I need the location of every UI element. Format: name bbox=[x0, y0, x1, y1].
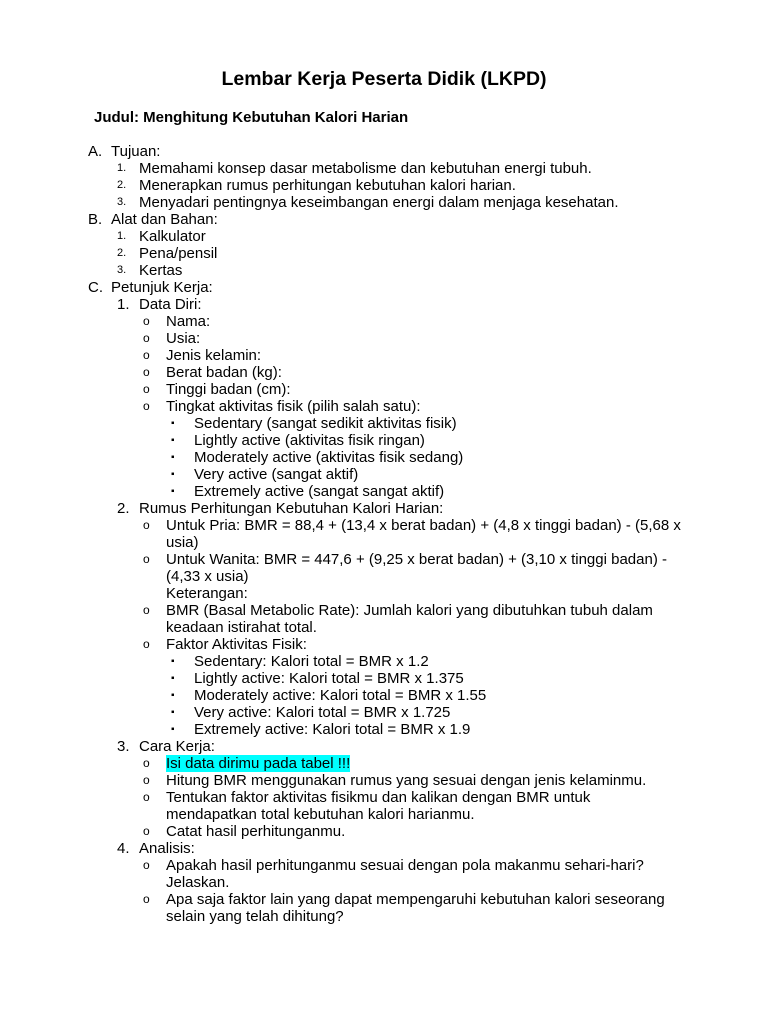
list-marker: o bbox=[143, 756, 150, 770]
list-marker: ▪ bbox=[171, 690, 175, 701]
list-marker: ▪ bbox=[171, 724, 175, 735]
bullet-item bbox=[0, 330, 768, 347]
item-text: Petunjuk Kerja: bbox=[111, 279, 213, 296]
list-marker: 4. bbox=[117, 840, 130, 857]
item-text: Kertas bbox=[139, 262, 183, 279]
item-text: Moderately active (aktivitas fisik sedang) bbox=[194, 449, 464, 466]
list-marker: o bbox=[143, 365, 150, 379]
bullet-item bbox=[0, 313, 768, 330]
list-marker: o bbox=[143, 382, 150, 396]
list-marker: ▪ bbox=[171, 486, 175, 497]
item-text: Apakah hasil perhitunganmu sesuai dengan pola makanmu sehari-hari? Jelaskan. bbox=[166, 857, 644, 891]
list-marker: o bbox=[143, 518, 150, 532]
sub-bullet-item bbox=[0, 670, 768, 687]
document-subtitle: Judul: Menghitung Kebutuhan Kalori Harian bbox=[94, 109, 409, 126]
item-text: Memahami konsep dasar metabolisme dan kebutuhan energi tubuh. bbox=[139, 160, 592, 177]
item-text: Sedentary: Kalori total = BMR x 1.2 bbox=[194, 653, 429, 670]
list-marker: 2. bbox=[117, 500, 130, 517]
list-marker: 2. bbox=[117, 179, 127, 191]
item-text: Tentukan faktor aktivitas fisikmu dan kalikan dengan BMR untuk mendapatkan total kebutuhan kalori harianmu. bbox=[166, 789, 591, 823]
bullet-item bbox=[0, 823, 768, 840]
list-marker: ▪ bbox=[171, 452, 175, 463]
numbered-item bbox=[0, 194, 768, 211]
list-marker: B. bbox=[88, 211, 103, 228]
list-marker: 1. bbox=[117, 230, 127, 242]
step-heading bbox=[0, 840, 768, 857]
item-text: Moderately active: Kalori total = BMR x 1.55 bbox=[194, 687, 487, 704]
list-marker: 3. bbox=[117, 264, 127, 276]
item-text: Tujuan: bbox=[111, 143, 161, 160]
numbered-item bbox=[0, 177, 768, 194]
item-text: Pena/pensil bbox=[139, 245, 218, 262]
numbered-item bbox=[0, 228, 768, 245]
bullet-item bbox=[0, 755, 768, 772]
bullet-item bbox=[0, 364, 768, 381]
item-text: Faktor Aktivitas Fisik: bbox=[166, 636, 307, 653]
item-text: Extremely active: Kalori total = BMR x 1.9 bbox=[194, 721, 471, 738]
item-text: Very active: Kalori total = BMR x 1.725 bbox=[194, 704, 451, 721]
item-text: Cara Kerja: bbox=[139, 738, 215, 755]
bullet-item bbox=[0, 891, 768, 925]
item-text: Lightly active (aktivitas fisik ringan) bbox=[194, 432, 425, 449]
list-marker: o bbox=[143, 858, 150, 872]
bullet-item bbox=[0, 347, 768, 364]
numbered-item bbox=[0, 245, 768, 262]
sub-bullet-item bbox=[0, 687, 768, 704]
list-marker: A. bbox=[88, 143, 103, 160]
sub-bullet-item bbox=[0, 483, 768, 500]
item-text: Menerapkan rumus perhitungan kebutuhan kalori harian. bbox=[139, 177, 516, 194]
list-marker: C. bbox=[88, 279, 103, 296]
list-marker: 2. bbox=[117, 247, 127, 259]
worksheet-content bbox=[0, 143, 768, 925]
item-text: Hitung BMR menggunakan rumus yang sesuai dengan jenis kelaminmu. bbox=[166, 772, 647, 789]
list-marker: 3. bbox=[117, 738, 130, 755]
item-text: Keterangan: bbox=[166, 585, 248, 602]
item-text: Nama: bbox=[166, 313, 211, 330]
list-marker: o bbox=[143, 399, 150, 413]
sub-bullet-item bbox=[0, 415, 768, 432]
list-marker: o bbox=[143, 603, 150, 617]
page-title: Lembar Kerja Peserta Didik (LKPD) bbox=[221, 68, 547, 90]
bullet-item bbox=[0, 857, 768, 891]
item-text: Berat badan (kg): bbox=[166, 364, 282, 381]
list-marker: o bbox=[143, 552, 150, 566]
note-line bbox=[0, 585, 768, 602]
list-marker: ▪ bbox=[171, 435, 175, 446]
step-heading bbox=[0, 296, 768, 313]
bullet-item bbox=[0, 602, 768, 636]
numbered-item bbox=[0, 262, 768, 279]
sub-bullet-item bbox=[0, 653, 768, 670]
list-marker: 1. bbox=[117, 162, 127, 174]
item-text: Tingkat aktivitas fisik (pilih salah satu): bbox=[166, 398, 421, 415]
list-marker: o bbox=[143, 773, 150, 787]
bullet-item bbox=[0, 398, 768, 415]
item-text: BMR (Basal Metabolic Rate): Jumlah kalori yang dibutuhkan tubuh dalam keadaan istirahat total. bbox=[166, 602, 653, 636]
item-text: Isi data dirimu pada tabel !!! bbox=[166, 755, 351, 772]
sub-bullet-item bbox=[0, 449, 768, 466]
item-text: Alat dan Bahan: bbox=[111, 211, 218, 228]
item-text: Untuk Pria: BMR = 88,4 + (13,4 x berat badan) + (4,8 x tinggi badan) - (5,68 x usia) bbox=[166, 517, 681, 551]
list-marker: ▪ bbox=[171, 707, 175, 718]
section-heading bbox=[0, 211, 768, 228]
list-marker: o bbox=[143, 314, 150, 328]
bullet-item bbox=[0, 517, 768, 551]
item-text: Rumus Perhitungan Kebutuhan Kalori Harian: bbox=[139, 500, 444, 517]
item-text: Jenis kelamin: bbox=[166, 347, 262, 364]
numbered-item bbox=[0, 160, 768, 177]
section-heading bbox=[0, 279, 768, 296]
sub-bullet-item bbox=[0, 704, 768, 721]
item-text: Data Diri: bbox=[139, 296, 202, 313]
list-marker: ▪ bbox=[171, 469, 175, 480]
item-text: Lightly active: Kalori total = BMR x 1.375 bbox=[194, 670, 464, 687]
list-marker: o bbox=[143, 892, 150, 906]
item-text: Very active (sangat aktif) bbox=[194, 466, 359, 483]
bullet-item bbox=[0, 789, 768, 823]
item-text: Catat hasil perhitunganmu. bbox=[166, 823, 346, 840]
bullet-item bbox=[0, 381, 768, 398]
step-heading bbox=[0, 738, 768, 755]
item-text: Sedentary (sangat sedikit aktivitas fisik) bbox=[194, 415, 457, 432]
section-heading bbox=[0, 143, 768, 160]
item-text: Menyadari pentingnya keseimbangan energi dalam menjaga kesehatan. bbox=[139, 194, 619, 211]
list-marker: o bbox=[143, 348, 150, 362]
bullet-item bbox=[0, 636, 768, 653]
bullet-item bbox=[0, 551, 768, 585]
step-heading bbox=[0, 500, 768, 517]
list-marker: o bbox=[143, 824, 150, 838]
list-marker: 3. bbox=[117, 196, 127, 208]
list-marker: ▪ bbox=[171, 673, 175, 684]
item-text: Apa saja faktor lain yang dapat mempengaruhi kebutuhan kalori seseorang selain yang telah dihitung? bbox=[166, 891, 665, 925]
item-text: Kalkulator bbox=[139, 228, 206, 245]
sub-bullet-item bbox=[0, 466, 768, 483]
sub-bullet-item bbox=[0, 432, 768, 449]
list-marker: ▪ bbox=[171, 418, 175, 429]
item-text: Tinggi badan (cm): bbox=[166, 381, 291, 398]
item-text: Extremely active (sangat sangat aktif) bbox=[194, 483, 445, 500]
item-text: Analisis: bbox=[139, 840, 195, 857]
list-marker: o bbox=[143, 331, 150, 345]
list-marker: 1. bbox=[117, 296, 130, 313]
list-marker: o bbox=[143, 637, 150, 651]
item-text: Usia: bbox=[166, 330, 201, 347]
sub-bullet-item bbox=[0, 721, 768, 738]
bullet-item bbox=[0, 772, 768, 789]
list-marker: o bbox=[143, 790, 150, 804]
item-text: Untuk Wanita: BMR = 447,6 + (9,25 x berat badan) + (3,10 x tinggi badan) - (4,33 x usia) bbox=[166, 551, 667, 585]
list-marker: ▪ bbox=[171, 656, 175, 667]
